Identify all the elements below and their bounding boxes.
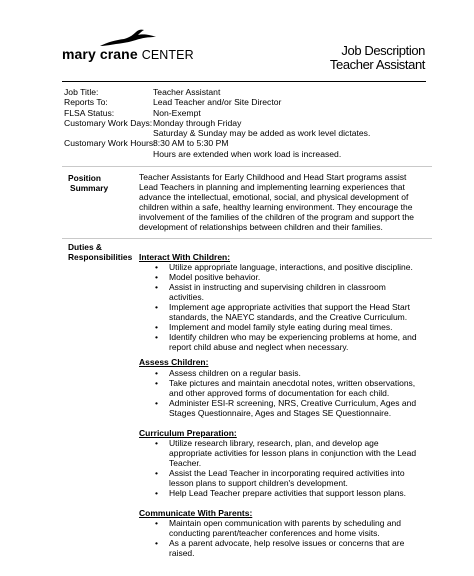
list-item-text: Assist the Lead Teacher in incorporating required activities into — [169, 468, 405, 478]
list-item — [155, 302, 435, 322]
assess-children-list — [155, 368, 435, 418]
list-item-text: Identify children who may be experiencing problems at home, and — [169, 332, 417, 342]
list-item — [155, 322, 435, 332]
interact-with-children-heading: Interact With Children: — [139, 252, 231, 262]
list-item — [155, 282, 435, 302]
list-item — [155, 518, 435, 538]
duties-label-line2: Responsibilities — [68, 252, 133, 262]
communicate-with-parents-heading: Communicate With Parents: — [139, 508, 253, 518]
section-divider — [62, 238, 432, 239]
bullet-icon: • — [155, 332, 158, 342]
list-item-text: Implement and model family style eating during meal times. — [169, 322, 393, 332]
list-item-text: report child abuse and neglect when necessary. — [169, 342, 349, 352]
bullet-icon: • — [155, 368, 158, 378]
list-item-text: appropriate activities for lesson plans in conjunction with the Lead — [169, 448, 417, 458]
info-label: Job Title: — [64, 87, 99, 97]
list-item-text: standards, the NAEYC standards, and the Creative Curriculum. — [169, 312, 408, 322]
list-item-text: Utilize appropriate language, interactions, and positive discipline. — [169, 262, 413, 272]
list-item — [155, 272, 435, 282]
document-title — [330, 44, 425, 72]
list-item-text: Assist in instructing and supervising children in classroom — [169, 282, 386, 292]
mary-crane-logo — [62, 30, 212, 66]
position-summary-text — [139, 172, 431, 232]
position-summary-label — [68, 173, 108, 193]
info-value: Saturday & Sunday may be added as work level dictates. — [153, 128, 371, 139]
list-item — [155, 368, 435, 378]
list-item — [155, 332, 435, 352]
position-summary-label-line1: Position — [68, 173, 102, 183]
curriculum-preparation-heading: Curriculum Preparation: — [139, 428, 237, 438]
info-value: Lead Teacher and/or Site Director — [153, 97, 282, 108]
list-item-text: raised. — [169, 548, 195, 558]
list-item-text: Assess children on a regular basis. — [169, 368, 301, 378]
info-value: Teacher Assistant — [153, 87, 221, 97]
summary-line: Teacher Assistants for Early Childhood and Head Start programs assist — [139, 172, 407, 182]
summary-line: development of relationships between children and their families. — [139, 222, 383, 232]
info-label: FLSA Status: — [64, 107, 115, 118]
list-item-text: As a parent advocate, help resolve issues or concerns that are — [169, 538, 405, 548]
list-item-text: Implement age appropriate activities that support the Head Start — [169, 302, 410, 312]
logo-wordmark — [62, 46, 194, 62]
list-item — [155, 378, 435, 398]
bullet-icon: • — [155, 538, 158, 548]
curriculum-preparation-list — [155, 438, 435, 498]
list-item-text: Take pictures and maintain anecdotal notes, written observations, — [169, 378, 416, 388]
summary-line: involvement of the families of the children of the program and support the — [139, 212, 414, 222]
info-value: Monday through Friday — [153, 117, 242, 128]
info-label: Customary Work Hours: — [64, 138, 156, 149]
document-title-line1: Job Description — [341, 43, 425, 58]
list-item — [155, 488, 435, 498]
logo-brand-bold: mary crane — [62, 46, 138, 62]
bullet-icon: • — [155, 468, 158, 478]
list-item-text: lesson plans to support children's development. — [169, 478, 348, 488]
list-item-text: Maintain open communication with parents by scheduling and — [169, 518, 401, 528]
list-item-text: and other approved forms of documentation for each child. — [169, 388, 390, 398]
document-title-line2: Teacher Assistant — [329, 57, 425, 72]
list-item-text: activities. — [169, 292, 204, 302]
logo-brand-regular: CENTER — [141, 48, 194, 62]
info-label: Customary Work Days: — [64, 117, 153, 128]
info-value: 8:30 AM to 5:30 PM — [153, 138, 229, 149]
summary-line: Lead Teachers in planning and implementing learning experiences that — [139, 182, 405, 192]
list-item-text: Teacher. — [169, 458, 202, 468]
bullet-icon: • — [155, 398, 158, 408]
bullet-icon: • — [155, 378, 158, 388]
list-item — [155, 262, 435, 272]
bullet-icon: • — [155, 282, 158, 292]
section-divider — [62, 166, 432, 167]
bullet-icon: • — [155, 488, 158, 498]
list-item — [155, 468, 435, 488]
communicate-with-parents-list — [155, 518, 435, 558]
info-value: Non-Exempt — [153, 107, 201, 118]
bullet-icon: • — [155, 438, 158, 448]
info-label: Reports To: — [64, 97, 108, 108]
bullet-icon: • — [155, 322, 158, 332]
list-item-text: Model positive behavior. — [169, 272, 261, 282]
list-item-text: Administer ESI-R screening, NRS, Creative Curriculum, Ages and — [169, 398, 417, 408]
list-item-text: conducting parent/teacher conferences and home visits. — [169, 528, 380, 538]
bullet-icon: • — [155, 518, 158, 528]
bullet-icon: • — [155, 262, 158, 272]
list-item — [155, 538, 435, 558]
bullet-icon: • — [155, 272, 158, 282]
list-item — [155, 398, 435, 418]
duties-label-line1: Duties & — [68, 242, 102, 252]
interact-with-children-list — [155, 262, 435, 352]
summary-line: children within a safe, healthy learning environment. They encourage the — [139, 202, 413, 212]
info-value: Hours are extended when work load is increased. — [153, 148, 342, 159]
position-summary-label-line2: Summary — [70, 183, 109, 193]
list-item-text: Stages Questionnaire, Ages and Stages SE Questionnaire. — [169, 408, 392, 418]
header-rule — [62, 81, 426, 82]
list-item-text: Help Lead Teacher prepare activities that support lesson plans. — [169, 488, 407, 498]
assess-children-heading: Assess Children: — [139, 357, 209, 367]
duties-label — [68, 242, 132, 262]
summary-line: advance the intellectual, emotional, social, and physical development of — [139, 192, 409, 202]
list-item-text: Utilize research library, research, plan, and develop age — [169, 438, 379, 448]
list-item — [155, 438, 435, 468]
bullet-icon: • — [155, 302, 158, 312]
